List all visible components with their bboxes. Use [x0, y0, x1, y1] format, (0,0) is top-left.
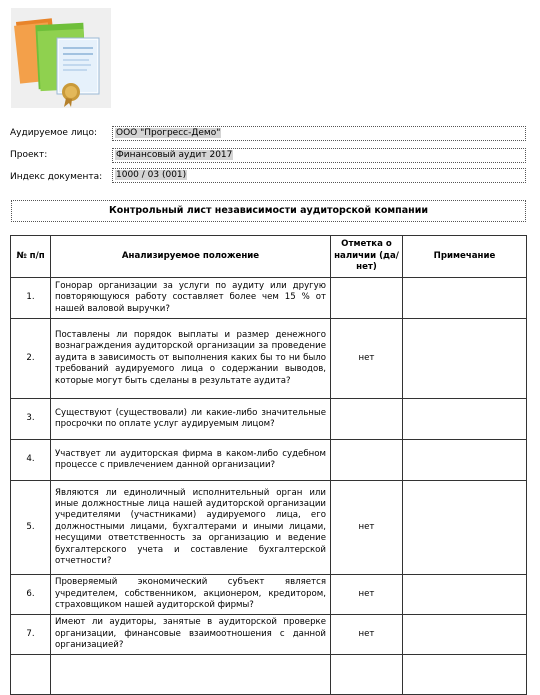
row-note[interactable]: [403, 615, 527, 655]
header-number: № п/п: [11, 236, 51, 278]
row-number: 3.: [11, 399, 51, 440]
row-text: Участвует ли аудиторская фирма в каком-либо судебном процессе с привлечением данной организации?: [51, 440, 331, 481]
table-row: [11, 575, 527, 615]
auditee-value: ООО "Прогресс-Демо": [116, 128, 221, 138]
row-note[interactable]: [403, 399, 527, 440]
table-row-empty: [11, 655, 527, 695]
table-row: [11, 615, 527, 655]
row-note[interactable]: [403, 440, 527, 481]
header-mark: Отметка о наличии (да/нет): [331, 236, 403, 278]
row-number: 7.: [11, 615, 51, 655]
row-mark[interactable]: [331, 278, 403, 319]
row-number: 2.: [11, 319, 51, 399]
header-row: [11, 236, 527, 278]
doc-index-value: 1000 / 03 (001): [116, 170, 187, 180]
auditee-label: Аудируемое лицо:: [10, 128, 98, 138]
row-text: Гонорар организации за услуги по аудиту или другую повторяющуюся работу составляет более чем 15 % от нашей валовой выручки?: [51, 278, 331, 319]
row-note[interactable]: [403, 278, 527, 319]
row-mark[interactable]: нет: [331, 615, 403, 655]
row-number: 4.: [11, 440, 51, 481]
project-value: Финансовый аудит 2017: [116, 150, 233, 160]
row-text: Являются ли единоличный исполнительный орган или иные должностные лица нашей аудиторской организации учредителями (участниками) аудируемого лица, его должностными лицами, бухгалтерами и иными лицами, несущими ответственность за организацию и ведение бухгалтерского учета и составление бухгалтерской отчетности?: [51, 481, 331, 575]
row-mark[interactable]: [331, 399, 403, 440]
row-mark[interactable]: нет: [331, 481, 403, 575]
row-text: Существуют (существовали) ли какие-либо значительные просрочки по оплате услуг аудируемым лицом?: [51, 399, 331, 440]
header-position: Анализируемое положение: [51, 236, 331, 278]
row-number-empty: [11, 655, 51, 695]
row-text: Поставлены ли порядок выплаты и размер денежного вознаграждения аудиторской организации за проведение аудита в зависимость от выполнения каких бы то ни было требований аудируемого лица о содержании выводов, которые могут быть сделаны в результате аудита?: [51, 319, 331, 399]
row-mark-empty[interactable]: [331, 655, 403, 695]
header-note: Примечание: [403, 236, 527, 278]
project-field[interactable]: [112, 148, 526, 163]
auditee-field[interactable]: [112, 126, 526, 141]
row-mark[interactable]: нет: [331, 575, 403, 615]
row-note[interactable]: [403, 575, 527, 615]
doc-index-field[interactable]: [112, 168, 526, 183]
row-mark[interactable]: нет: [331, 319, 403, 399]
row-number: 6.: [11, 575, 51, 615]
row-text: Имеют ли аудиторы, занятые в аудиторской проверке организации, финансовые взаимоотношения с данной организацией?: [51, 615, 331, 655]
row-mark[interactable]: [331, 440, 403, 481]
row-note[interactable]: [403, 481, 527, 575]
document-logo: [11, 8, 111, 108]
table-row: [11, 278, 527, 319]
table-row: [11, 399, 527, 440]
row-number: 1.: [11, 278, 51, 319]
row-text: Проверяемый экономический субъект является учредителем, собственником, акционером, кредитором, страховщиком нашей аудиторской фирмы?: [51, 575, 331, 615]
row-note-empty[interactable]: [403, 655, 527, 695]
table-row: [11, 481, 527, 575]
row-note[interactable]: [403, 319, 527, 399]
document-title: Контрольный лист независимости аудиторской компании: [11, 200, 526, 222]
checklist-table: [10, 235, 527, 695]
project-label: Проект:: [10, 150, 48, 160]
table-row: [11, 319, 527, 399]
row-text-empty: [51, 655, 331, 695]
row-number: 5.: [11, 481, 51, 575]
doc-index-label: Индекс документа:: [10, 172, 103, 182]
table-row: [11, 440, 527, 481]
